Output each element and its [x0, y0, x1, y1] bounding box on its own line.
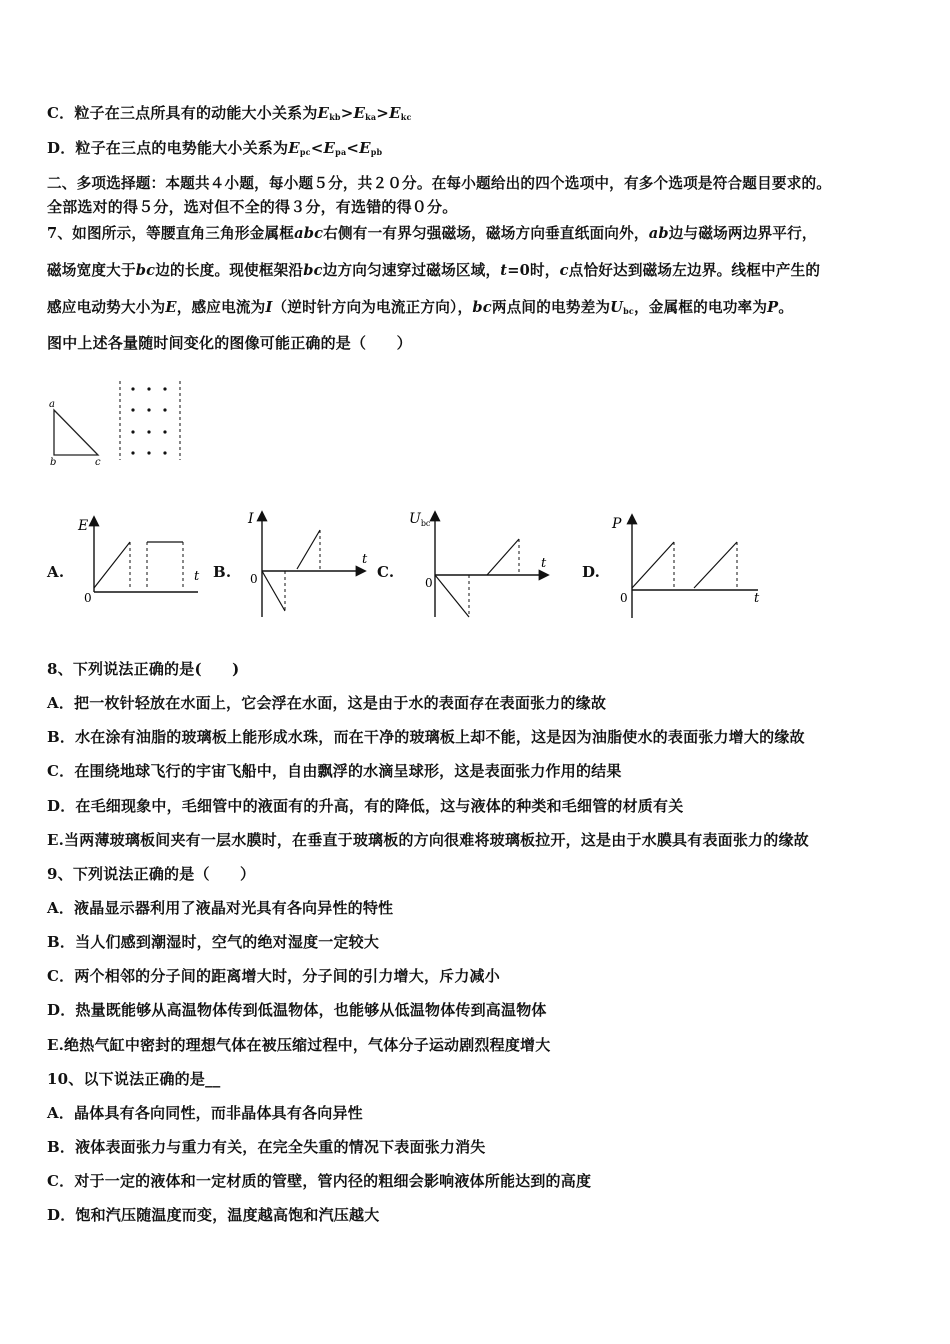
q8-option-e: E.当两薄玻璃板间夹有一层水膜时，在垂直于玻璃板的方向很难将玻璃板拉开，这是由于水膜具有表面张力的缘故	[47, 831, 809, 849]
graph-b-origin: 0	[250, 572, 258, 586]
q9-option-e: E.绝热气缸中密封的理想气体在被压缩过程中，气体分子运动剧烈程度增大	[47, 1036, 551, 1054]
section-scoring: 全部选对的得５分，选对但不全的得３分，有选错的得０分。	[47, 198, 458, 216]
graph-d	[608, 510, 768, 620]
q9-option-a: A．液晶显示器利用了液晶对光具有各向异性的特性	[47, 899, 394, 917]
q9-option-d: D．热量既能够从高温物体传到低温物体，也能够从低温物体传到高温物体	[47, 1001, 547, 1019]
graph-d-ylabel: P	[612, 516, 622, 532]
triangle-frame	[54, 410, 98, 455]
graph-d-xlabel: t	[754, 591, 760, 606]
graph-c	[405, 505, 555, 620]
label-a: a	[49, 399, 55, 410]
q9-option-b: B．当人们感到潮湿时，空气的绝对湿度一定较大	[47, 933, 380, 951]
q9-stem: 9、下列说法正确的是（ ）	[47, 865, 256, 883]
q10-stem: 10、以下说法正确的是__	[47, 1070, 221, 1088]
q8-option-d: D．在毛细现象中，毛细管中的液面有的升高，有的降低，这与液体的种类和毛细管的材质有关	[47, 797, 684, 815]
graph-c-origin: 0	[425, 576, 433, 590]
graph-c-ylabel: $U_{bc}$	[409, 511, 431, 528]
graph-b-xlabel: t	[362, 552, 368, 567]
q8-option-b: B．水在涂有油脂的玻璃板上能形成水珠，而在干净的玻璃板上却不能，这是因为油脂使水的表面张力增大的缘故	[47, 728, 805, 746]
q8-option-c: C．在围绕地球飞行的宇宙飞船中，自由飘浮的水滴呈球形，这是表面张力作用的结果	[47, 762, 622, 780]
graph-a-ylabel: E	[78, 518, 89, 534]
label-c: c	[95, 457, 101, 468]
q10-option-d: D．饱和汽压随温度而变，温度越高饱和汽压越大	[47, 1206, 380, 1224]
q7-line1: 7、如图所示，等腰直角三角形金属框abc右侧有一有界匀强磁场，磁场方向垂直纸面向外，ab边与磁场两边界平行，	[47, 225, 817, 242]
graph-d-origin: 0	[620, 591, 628, 605]
q10-option-b: B．液体表面张力与重力有关，在完全失重的情况下表面张力消失	[47, 1138, 486, 1156]
section-heading: 二、多项选择题：本题共４小题，每小题５分，共２０分。在每小题给出的四个选项中，有多个选项是符合题目要求的。	[47, 175, 832, 192]
graph-a	[70, 510, 210, 620]
graph-b-label: B.	[213, 563, 232, 581]
graph-a-xlabel: t	[194, 569, 200, 584]
graph-a-origin: 0	[84, 591, 92, 605]
graph-c-xlabel: t	[541, 556, 547, 571]
graph-b	[240, 505, 375, 620]
q8-stem: 8、下列说法正确的是( )	[47, 660, 240, 678]
graph-c-label: C.	[377, 563, 395, 581]
q8-option-a: A．把一枚针轻放在水面上，它会浮在水面，这是由于水的表面存在表面张力的缘故	[47, 694, 607, 712]
option-d-potential: D．粒子在三点的电势能大小关系为$E_{pc}<E_{pa}<E_{pb}$	[47, 139, 383, 157]
option-c-kinetic: C．粒子在三点所具有的动能大小关系为$E_{kb}>E_{ka}>E_{kc}$	[47, 104, 412, 122]
graph-a-label: A.	[47, 563, 65, 581]
graph-b-ylabel: I	[248, 511, 254, 527]
triangle-field-figure	[40, 375, 200, 470]
q9-option-c: C．两个相邻的分子间的距离增大时，分子间的引力增大，斥力减小	[47, 967, 500, 985]
q10-option-c: C．对于一定的液体和一定材质的管壁，管内径的粗细会影响液体所能达到的高度	[47, 1172, 592, 1190]
field-dots	[131, 387, 166, 454]
q7-line2: 磁场宽度大于bc边的长度。现使框架沿bc边方向匀速穿过磁场区域，t=0时，c点恰好达到磁场左边界。线框中产生的	[47, 262, 821, 279]
graph-d-label: D.	[582, 563, 601, 581]
q10-option-a: A．晶体具有各向同性，而非晶体具有各向异性	[47, 1104, 363, 1122]
label-b: b	[50, 457, 57, 468]
q7-line4: 图中上述各量随时间变化的图像可能正确的是（ ）	[47, 334, 412, 352]
q7-line3: 感应电动势大小为E，感应电流为I（逆时针方向为电流正方向），bc两点间的电势差为$U_{bc}$，金属框的电功率为P。	[47, 299, 794, 316]
